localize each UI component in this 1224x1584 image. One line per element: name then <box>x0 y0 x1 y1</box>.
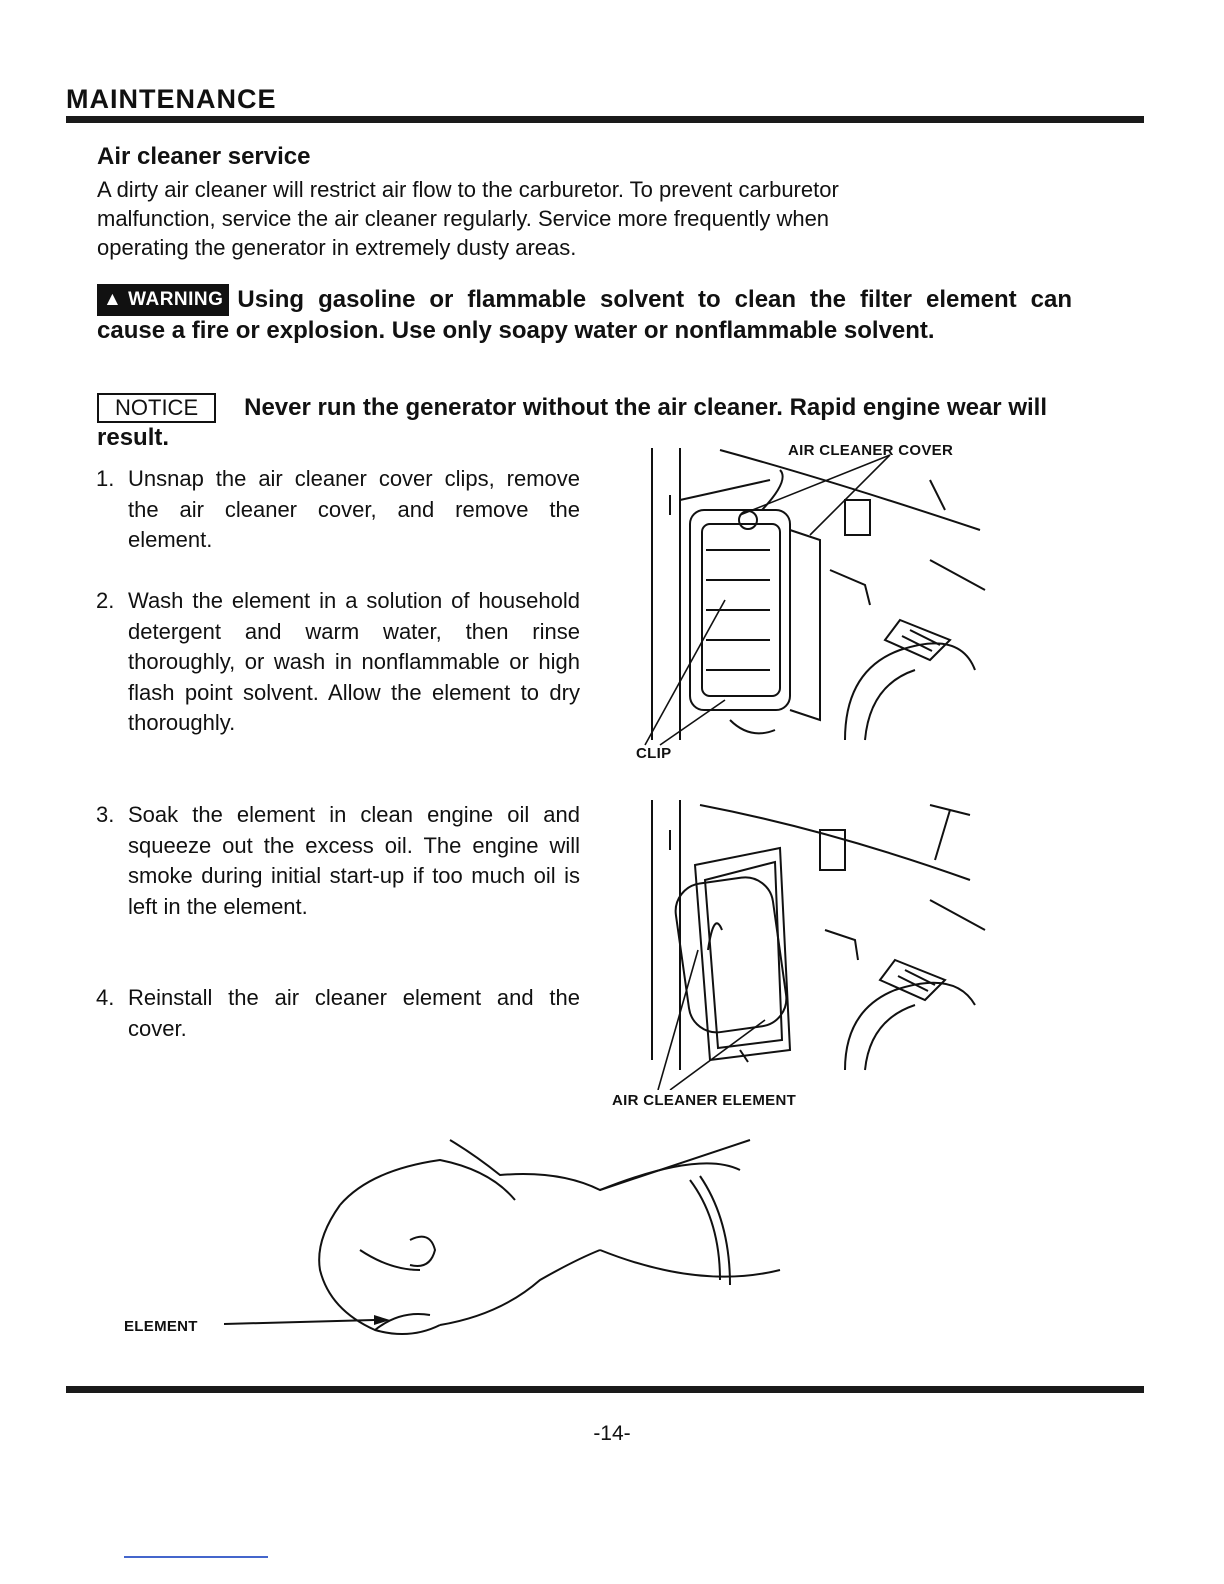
intro-line: A dirty air cleaner will restrict air flow to the carburetor. To prevent carburetor <box>97 177 839 202</box>
intro-line: malfunction, service the air cleaner regularly. Service more frequently when <box>97 206 830 231</box>
warning-triangle-icon: ▲ <box>103 289 123 310</box>
warning-badge-label: WARNING <box>128 289 224 310</box>
header-rule <box>66 116 1144 123</box>
step-text: Reinstall the air cleaner element and the cover. <box>128 985 580 1041</box>
step-4 <box>96 983 580 1044</box>
warning-block <box>97 284 1072 345</box>
intro-line: operating the generator in extremely dusty areas. <box>97 235 577 260</box>
subheading-air-cleaner-service: Air cleaner service <box>97 143 311 170</box>
figure-label-clip: CLIP <box>636 745 672 762</box>
step-text: Unsnap the air cleaner cover clips, remove the air cleaner cover, and remove the element. <box>128 466 580 552</box>
warning-badge <box>97 284 229 316</box>
step-1 <box>96 464 580 556</box>
intro-paragraph <box>97 175 1077 262</box>
air-cleaner-element-illustration <box>630 790 1000 1090</box>
squeezing-element-illustration <box>300 1130 800 1370</box>
element-leader-arrow <box>224 1310 394 1330</box>
figure-label-air-cleaner-cover: AIR CLEANER COVER <box>788 442 954 459</box>
step-text: Wash the element in a solution of household detergent and warm water, then rinse thoroughly, or wash in nonflammable or high flash point solvent. Allow the element to dry thoroughly. <box>128 588 580 735</box>
footer-rule <box>66 1386 1144 1393</box>
figure-label-element: ELEMENT <box>124 1318 198 1335</box>
section-title: MAINTENANCE <box>66 84 277 114</box>
air-cleaner-cover-illustration <box>630 440 1000 760</box>
notice-text: Never run the generator without the air cleaner. Rapid engine wear will result. <box>97 394 1047 451</box>
footer-link-underline <box>124 1556 268 1558</box>
step-number: 2. <box>96 588 115 613</box>
step-number: 1. <box>96 466 115 491</box>
step-number: 4. <box>96 985 115 1010</box>
notice-badge: NOTICE <box>97 393 216 423</box>
step-2 <box>96 586 580 739</box>
warning-text: Using gasoline or flammable solvent to clean the filter element can cause a fire or explosion. Use only soapy water or nonflammable solvent. <box>97 286 1072 344</box>
figure-label-air-cleaner-element: AIR CLEANER ELEMENT <box>612 1092 797 1109</box>
step-text: Soak the element in clean engine oil and squeeze out the excess oil. The engine will smoke during initial start-up if too much oil is left in the element. <box>128 802 580 919</box>
step-3 <box>96 800 580 922</box>
step-number: 3. <box>96 802 115 827</box>
page-number: -14- <box>593 1422 631 1445</box>
